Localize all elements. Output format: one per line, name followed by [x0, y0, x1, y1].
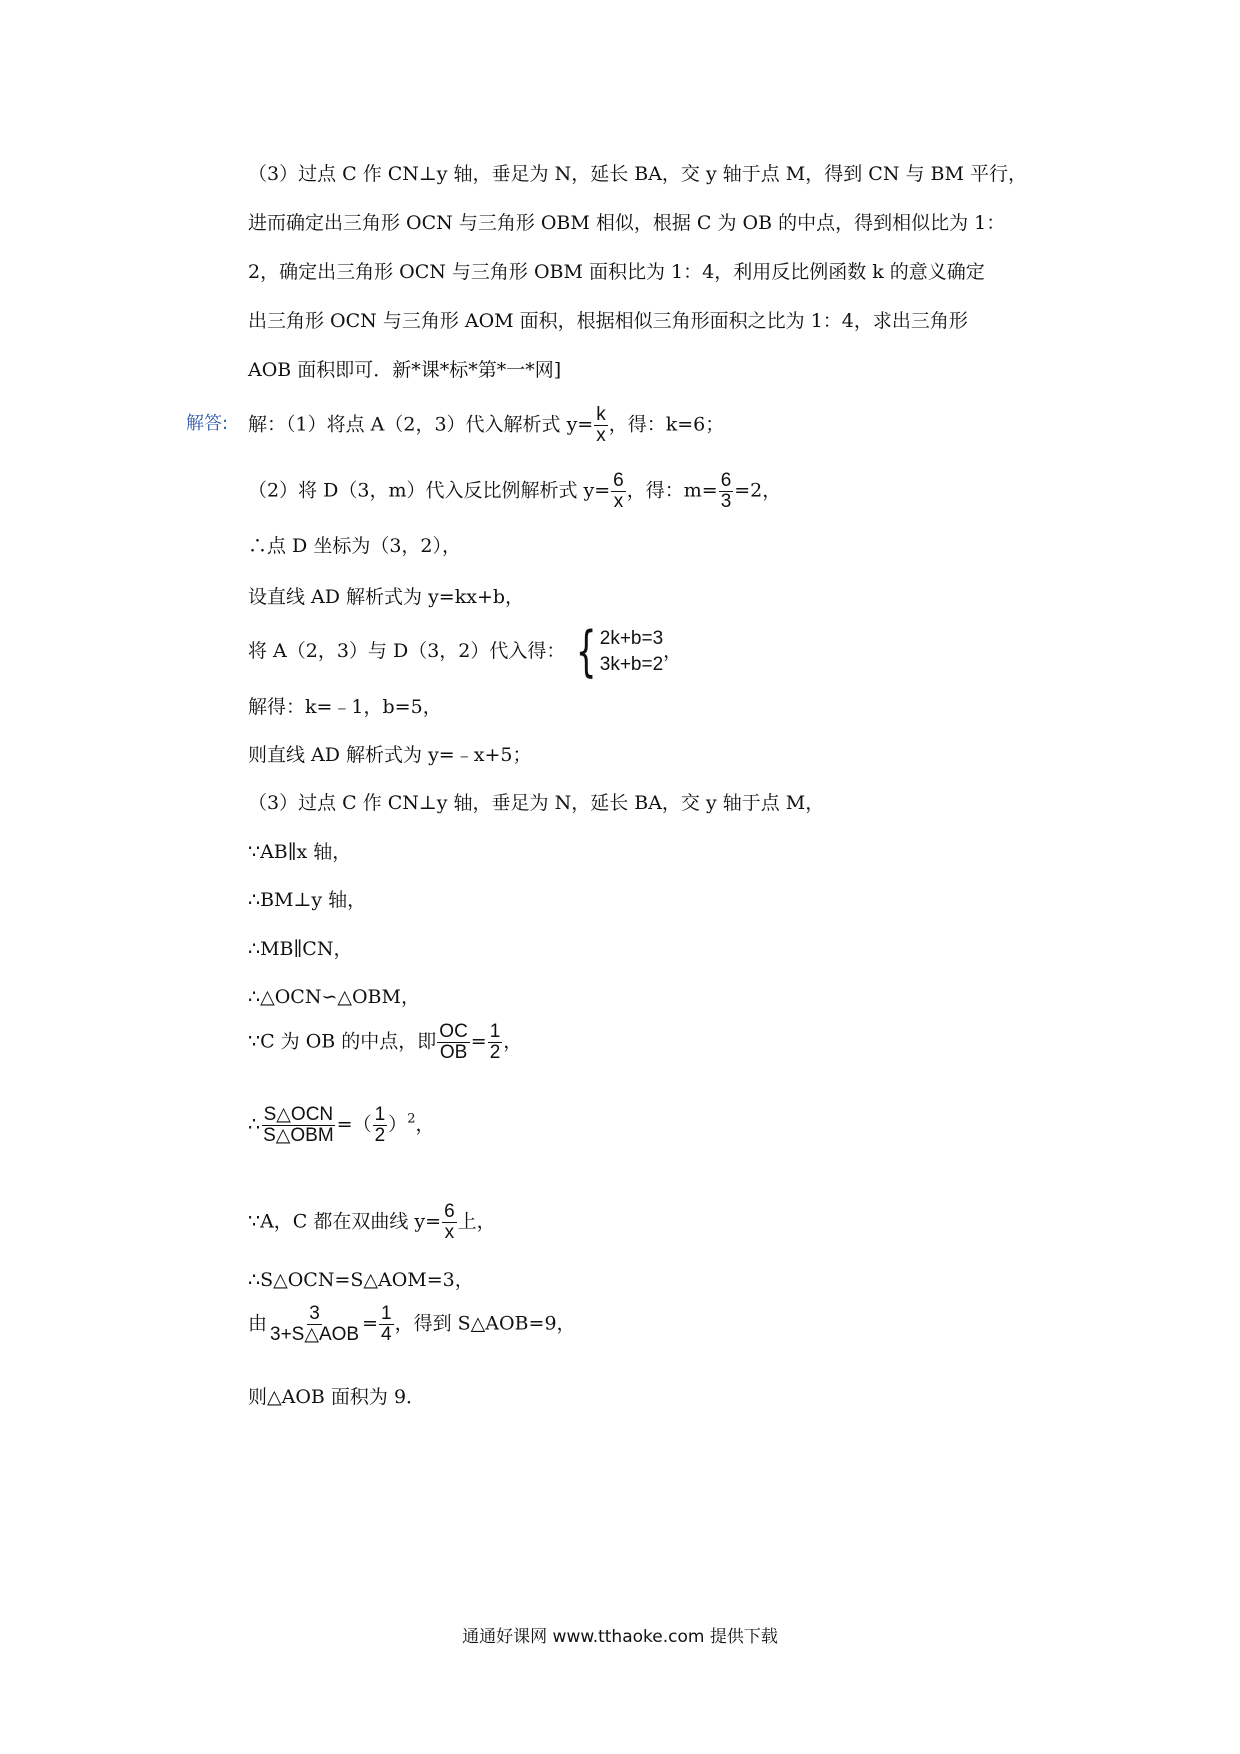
brace-icon: { [576, 620, 597, 683]
text: ） [388, 1113, 408, 1136]
analysis-line-3: 2，确定出三角形 OCN 与三角形 OBM 面积比为 1：4，利用反比例函数 k 的意义确定 [248, 261, 985, 283]
solution-line-4: 设直线 AD 解析式为 y=kx+b， [248, 586, 525, 608]
numerator: 3 [309, 1303, 320, 1324]
fraction [437, 1022, 470, 1063]
text: ，得：k=6； [608, 413, 725, 436]
denominator: 4 [381, 1323, 392, 1345]
numerator: 6 [720, 470, 732, 491]
text: 将 A（2，3）与 D（3，2）代入得： [248, 640, 566, 662]
solution-line-17 [248, 1304, 576, 1345]
denominator: S△OBM [263, 1124, 334, 1146]
denominator: 2 [489, 1041, 501, 1063]
solution-line-8: （3）过点 C 作 CN⊥y 轴，垂足为 N，延长 BA，交 y 轴于点 M， [248, 792, 825, 814]
equation: 2k+b=3 [599, 628, 664, 650]
numerator: 6 [444, 1201, 455, 1222]
solution-line-12: ∴△OCN∽△OBM， [248, 986, 420, 1008]
footer: 通通好课网 www.tthaoke.com 提供下载 [462, 1627, 778, 1647]
fraction [594, 405, 608, 446]
denominator: 2 [374, 1124, 386, 1146]
solution-line-2 [248, 471, 781, 512]
fraction [373, 1105, 388, 1146]
text: = [470, 1030, 487, 1053]
text: ∵A，C 都在双曲线 y= [248, 1210, 442, 1233]
equation-system [569, 620, 664, 683]
fraction [611, 471, 626, 512]
numerator: 1 [374, 1104, 386, 1125]
analysis-line-2: 进而确定出三角形 OCN 与三角形 OBM 相似，根据 C 为 OB 的中点，得到相似比为 1： [248, 212, 1006, 234]
text: 由 [248, 1312, 268, 1335]
solution-line-18: 则△AOB 面积为 9． [248, 1386, 426, 1408]
denominator: 3+S△AOB [270, 1323, 360, 1345]
fraction [442, 1202, 457, 1243]
numerator: S△OCN [263, 1104, 334, 1125]
text: ， [503, 1030, 523, 1053]
solution-line-14 [248, 1105, 434, 1146]
numerator: 1 [381, 1303, 392, 1324]
text: =（ [336, 1113, 372, 1136]
fraction [488, 1022, 503, 1063]
fraction [719, 471, 734, 512]
text: ∴ [248, 1113, 261, 1136]
numerator: 1 [489, 1021, 501, 1042]
text: ， [663, 640, 683, 662]
solution-line-15 [248, 1202, 496, 1243]
solution-line-13 [248, 1022, 522, 1063]
exponent: 2 [407, 1111, 416, 1127]
analysis-line-1: （3）过点 C 作 CN⊥y 轴，垂足为 N，延长 BA，交 y 轴于点 M，得到 CN 与 BM 平行， [248, 163, 1027, 185]
text: 解：（1）将点 A（2，3）代入解析式 y= [248, 413, 594, 436]
solution-line-9: ∵AB∥x 轴， [248, 841, 352, 863]
solution-line-5 [248, 620, 683, 683]
solution-line-16: ∴S△OCN=S△AOM=3， [248, 1269, 474, 1291]
solution-line-6: 解得：k=﹣1，b=5， [248, 696, 442, 718]
text: （2）将 D（3，m）代入反比例解析式 y= [248, 479, 611, 502]
solution-line-3: ∴点 D 坐标为（3，2）， [248, 535, 461, 557]
answer-label: 解答: [186, 413, 229, 434]
text: ，得到 S△AOB=9， [394, 1312, 576, 1335]
text: ， [415, 1113, 435, 1136]
numerator: OC [439, 1021, 468, 1042]
numerator: 6 [613, 470, 624, 491]
solution-line-7: 则直线 AD 解析式为 y=﹣x+5； [248, 744, 532, 766]
solution-line-11: ∴MB∥CN， [248, 938, 353, 960]
denominator: 3 [720, 490, 732, 512]
text: = [362, 1312, 379, 1335]
fraction [261, 1105, 336, 1146]
numerator: k [596, 404, 606, 425]
text: ，得：m= [626, 479, 718, 502]
text: =2， [734, 479, 782, 502]
denominator: OB [439, 1041, 468, 1063]
fraction [379, 1304, 394, 1345]
text: 上， [457, 1210, 496, 1233]
text: ∵C 为 OB 的中点，即 [248, 1030, 437, 1053]
fraction [268, 1304, 361, 1345]
analysis-line-4: 出三角形 OCN 与三角形 AOM 面积，根据相似三角形面积之比为 1：4，求出三角形 [248, 310, 968, 332]
solution-line-1 [248, 405, 724, 446]
analysis-line-5: AOB 面积即可．新*课*标*第*一*网] [248, 359, 562, 381]
denominator: x [444, 1221, 455, 1243]
denominator: x [596, 424, 606, 446]
equation: 3k+b=2 [599, 654, 664, 675]
denominator: x [613, 490, 624, 512]
solution-line-10: ∴BM⊥y 轴， [248, 889, 367, 911]
